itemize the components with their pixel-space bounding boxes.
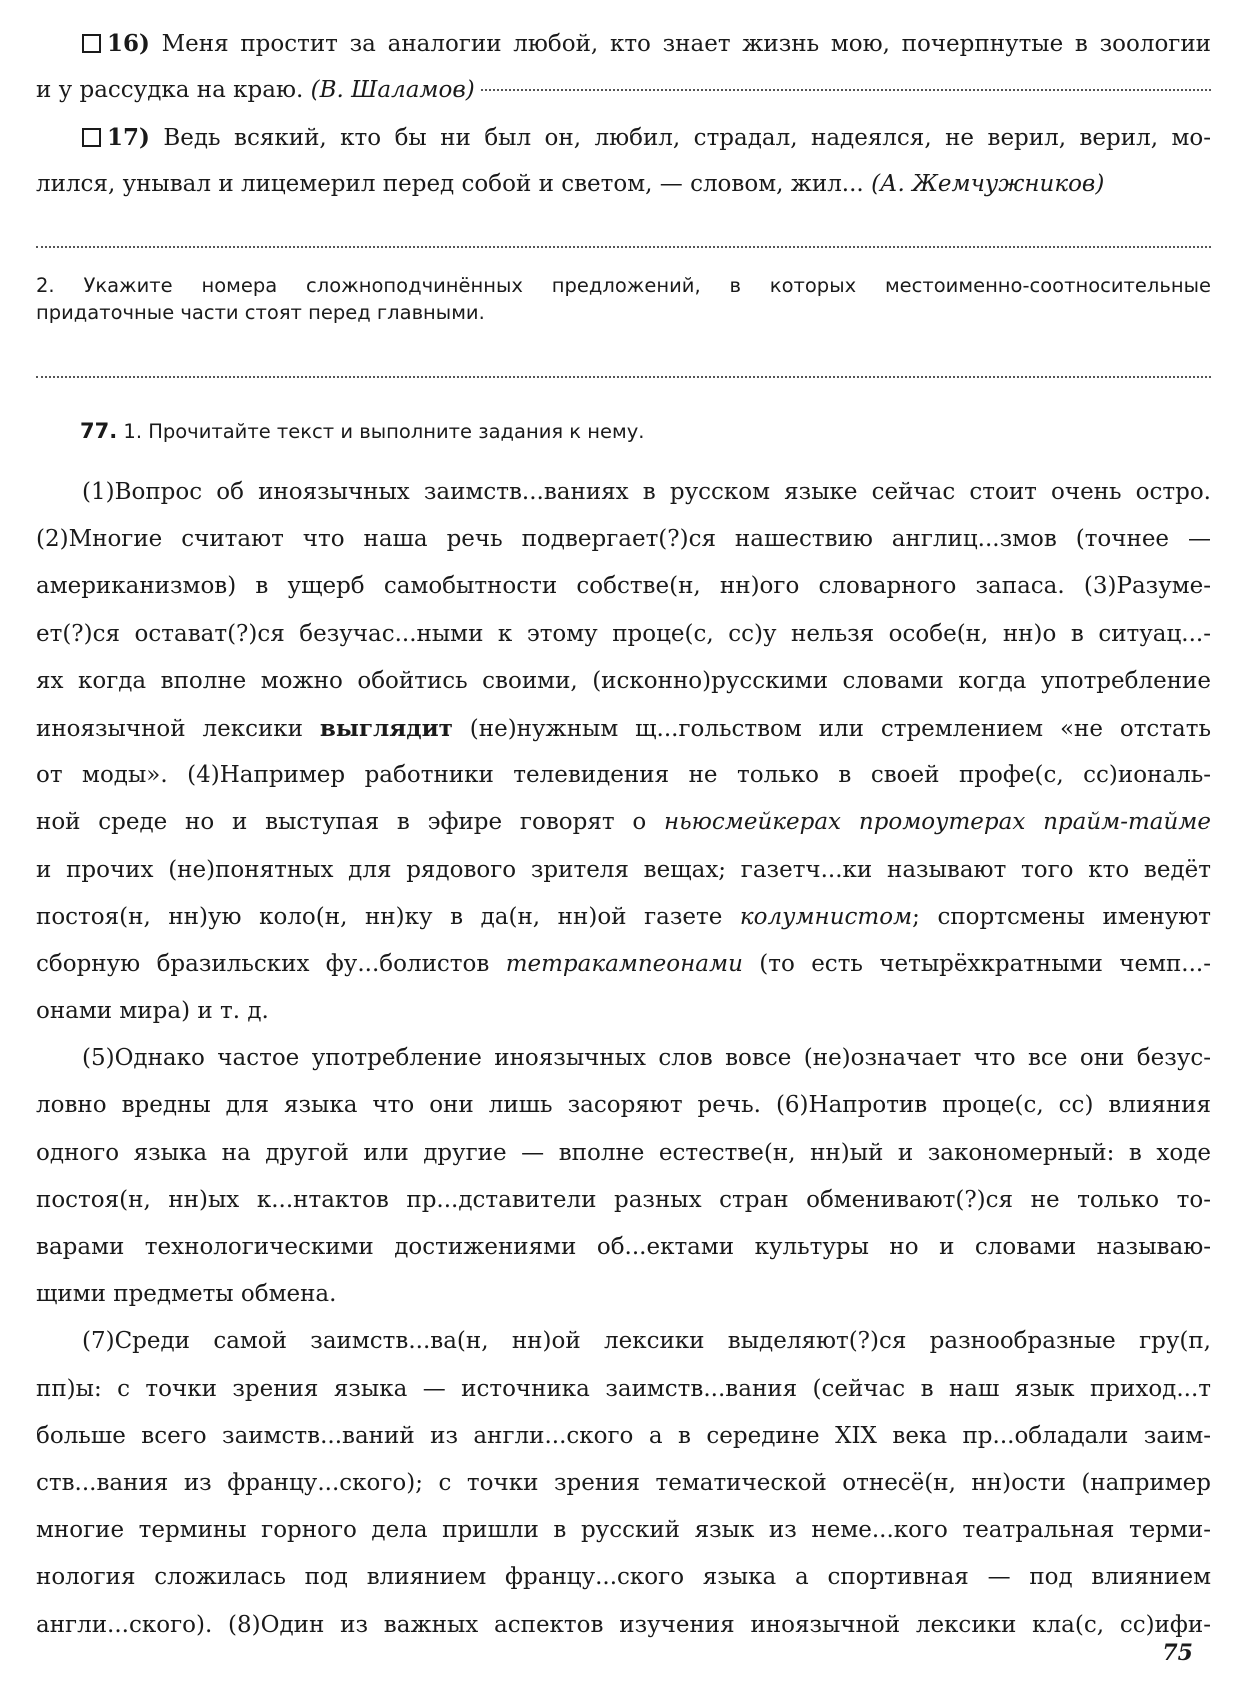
- item-16-line-1: [36, 20, 1211, 67]
- item-16-line-2: [36, 67, 1211, 114]
- p1-line-6: [36, 705, 1211, 752]
- p1-line-7: от моды». (4)Например работники телевидения не только в своей профе(с, сс)иональ-: [36, 762, 1211, 789]
- p1-line-6-b: (не)нужным щ...гольством или стремлением «не отстать: [452, 715, 1211, 742]
- answer-line-16[interactable]: [481, 89, 1211, 91]
- p3-line-2: пп)ы: с точки зрения языка — источника заимств...вания (сейчас в наш язык приход...т: [36, 1375, 1211, 1402]
- item-16-checkbox[interactable]: [82, 34, 101, 53]
- item-17-line-2: [36, 161, 1211, 208]
- p1-line-12: онами мира) и т. д.: [36, 998, 269, 1025]
- item-16-author: (В. Шаламов): [310, 77, 475, 103]
- answer-line-17[interactable]: [36, 246, 1211, 248]
- item-16-text-2: и у рассудка на краю.: [36, 77, 304, 103]
- p3-line-6: нология сложилась под влиянием францу...ского языка а спортивная — под влиянием: [36, 1564, 1211, 1591]
- p1-italic-tetracampeon: тетракампеонами: [505, 950, 743, 977]
- item-16: [36, 20, 1211, 114]
- p2-line-6: щими предметы обмена.: [36, 1281, 337, 1308]
- p3-line-1: (7)Среди самой заимств...ва(н, нн)ой лексики выделяют(?)ся разнообразные гру(п,: [82, 1328, 1211, 1355]
- p1-line-8-a: ной среде но и выступая в эфире говорят о: [36, 809, 664, 836]
- item-17-author: (А. Жемчужников): [871, 171, 1105, 197]
- item-17-text-2: лился, унывал и лицемерил перед собой и светом, — словом, жил...: [36, 171, 864, 197]
- p1-bold-word: выглядит: [319, 714, 453, 742]
- p1-line-11-a: сборную бразильских фу...болистов: [36, 950, 506, 977]
- p2-line-5: варами технологическими достижениями об...ектами культуры но и словами называю-: [36, 1234, 1211, 1260]
- task-2: [36, 272, 1211, 326]
- p1-italic-terms: ньюсмейкерах промоутерах прайм-тайме: [663, 809, 1211, 836]
- p3-line-4: ств...вания из францу...ского); с точки зрения тематической отнесё(н, нн)ости (например: [36, 1469, 1211, 1496]
- text-paragraph-1: [36, 469, 1211, 1035]
- p2-line-1: (5)Однако частое употребление иноязычных слов вовсе (не)означает что все они безус-: [82, 1045, 1211, 1072]
- p1-line-5: ях когда вполне можно обойтись своими, (исконно)русскими словами когда употребление: [36, 667, 1211, 694]
- p3-line-3: больше всего заимств...ваний из англи...ского а в середине XIX века пр...обладали заим-: [36, 1422, 1211, 1449]
- answer-line-task-2[interactable]: [36, 376, 1211, 378]
- text-paragraph-3: [36, 1318, 1211, 1648]
- p1-italic-columnist: колумнистом: [739, 903, 913, 930]
- p1-line-10: [36, 894, 1211, 941]
- item-16-text-1: Меня простит за аналогии любой, кто знает жизнь мою, почерпнутые в зоологии: [161, 31, 1211, 57]
- p1-line-1: (1)Вопрос об иноязычных заимств...ваниях в русском языке сейчас стоит очень остро.: [82, 479, 1211, 505]
- p3-line-5: многие термины горного дела пришли в русский язык из неме...кого театральная терми-: [36, 1517, 1211, 1544]
- p1-line-3: американизмов) в ущерб самобытности собстве(н, нн)ого словарного запаса. (3)Разуме-: [36, 573, 1211, 600]
- p1-line-6-a: иноязычной лексики: [36, 715, 320, 742]
- p2-line-3: одного языка на другой или другие — вполне естестве(н, нн)ый и закономерный: в ходе: [36, 1139, 1211, 1166]
- page-number: 75: [1162, 1640, 1193, 1666]
- item-17-checkbox[interactable]: [82, 128, 101, 147]
- p3-line-7: англи...ского). (8)Один из важных аспектов изучения иноязычной лексики кла(с, сс)ифи-: [36, 1611, 1211, 1638]
- p2-line-4: постоя(н, нн)ых к...нтактов пр...дставители разных стран обменивают(?)ся не только то-: [36, 1186, 1211, 1213]
- task-2-line-2: придаточные части стоят перед главными.: [36, 301, 485, 324]
- p1-line-2: (2)Многие считают что наша речь подвергает(?)ся нашествию англиц...змов (точнее —: [36, 526, 1211, 553]
- item-17-number: 17): [107, 124, 150, 151]
- p1-line-10-b: ; спортсмены именуют: [912, 903, 1211, 930]
- p1-line-11-b: (то есть четырёхкратными чемп...-: [742, 950, 1211, 977]
- p1-line-4: ет(?)ся остават(?)ся безучас...ными к этому проце(с, сс)у нельзя особе(н, нн)о в ситуац...-: [36, 620, 1211, 647]
- item-17-text-1: Ведь всякий, кто бы ни был он, любил, страдал, надеялся, не верил, верил, мо-: [163, 125, 1211, 151]
- item-17: [36, 114, 1211, 208]
- exercise-77-number: 77.: [80, 419, 118, 443]
- exercise-77-heading: [36, 418, 1211, 445]
- task-2-line-1: 2. Укажите номера сложноподчинённых предложений, в которых местоименно-соотносительные: [36, 274, 1211, 297]
- p1-line-10-a: постоя(н, нн)ую коло(н, нн)ку в да(н, нн)ой газете: [36, 903, 740, 930]
- text-paragraph-2: [36, 1035, 1211, 1318]
- item-16-number: 16): [107, 30, 150, 57]
- p2-line-2: ловно вредны для языка что они лишь засоряют речь. (6)Напротив проце(с, сс) влияния: [36, 1092, 1211, 1119]
- p1-line-8: [36, 799, 1211, 846]
- item-17-line-1: [36, 114, 1211, 161]
- p1-line-11: [36, 941, 1211, 988]
- p1-line-9: и прочих (не)понятных для рядового зрителя вещах; газетч...ки называют того кто ведёт: [36, 856, 1211, 883]
- exercise-77-instruction: 1. Прочитайте текст и выполните задания к нему.: [123, 420, 645, 443]
